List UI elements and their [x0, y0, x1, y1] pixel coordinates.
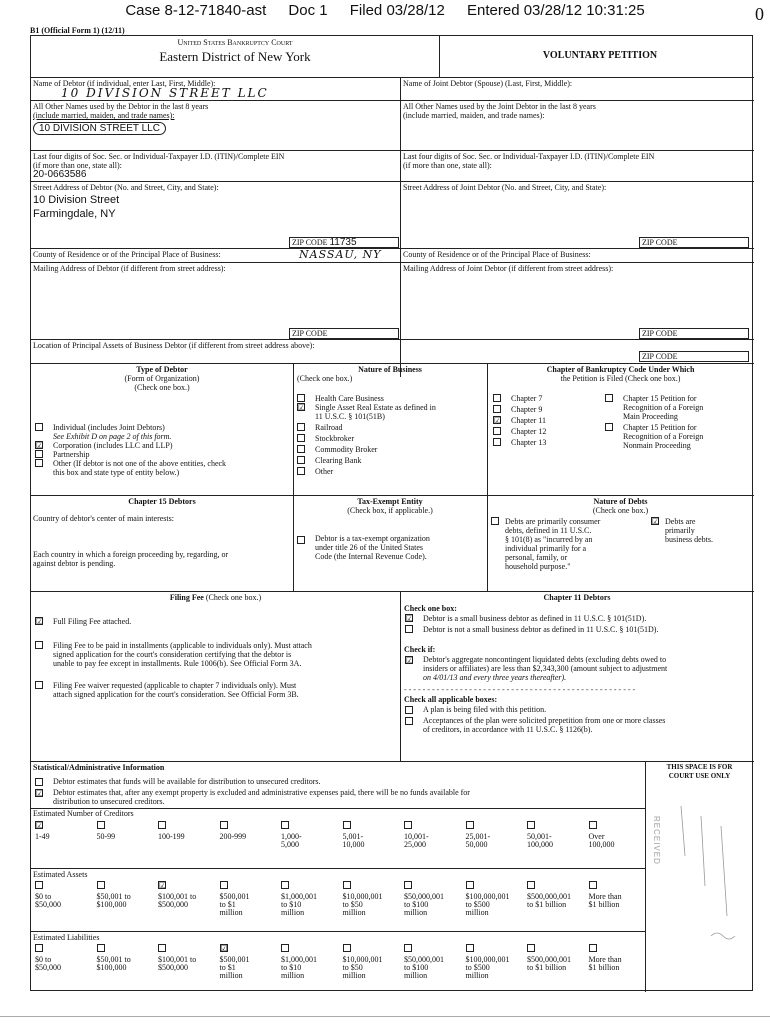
creditors-option: 10,000 — [342, 840, 365, 849]
chapter-option: Chapter 12 — [511, 427, 547, 436]
chapter-option: Chapter 7 — [511, 394, 543, 403]
chapter-option: Chapter 9 — [511, 405, 543, 414]
nature-business-option: Stockbroker — [315, 434, 355, 443]
liabilities-option: million — [404, 971, 428, 980]
assets-option: $0 to — [35, 892, 52, 901]
aggregate-line: Debtor's aggregate noncontingent liquidated debts (excluding debts owed to — [423, 655, 667, 664]
liabilities-option: to $1 billion — [527, 963, 567, 972]
district-name: Eastern District of New York — [159, 49, 311, 64]
liabilities-checkbox[interactable] — [97, 944, 105, 952]
nature-business-option: Health Care Business — [315, 394, 384, 403]
small-business-label: Debtor is a small business debtor as defined in 11 U.S.C. § 101(51D). — [423, 614, 647, 623]
joint-street-label: Street Address of Joint Debtor (No. and Street, City, and State): — [403, 183, 607, 192]
ssn-label2: (if more than one, state all): — [33, 161, 122, 170]
creditors-option: 100,000 — [588, 840, 615, 849]
other-names-value: 10 DIVISION STREET LLC — [33, 122, 166, 135]
liabilities-option: $500,000,001 — [527, 955, 571, 964]
nature-business-option: Commodity Broker — [315, 445, 378, 454]
assets-checkbox[interactable] — [343, 881, 351, 889]
other-names-label2: (include married, maiden, and trade names): — [33, 111, 175, 120]
business-debts-checkbox[interactable] — [651, 517, 659, 525]
creditors-option: Over — [588, 832, 605, 841]
consumer-debts-line: personal, family, or — [505, 553, 568, 562]
tax-exempt-line3: Code (the Internal Revenue Code). — [315, 552, 427, 561]
nature-business-checkbox[interactable] — [297, 423, 305, 431]
assets-option: $500,001 — [219, 892, 250, 901]
creditors-option: 10,001- — [404, 832, 429, 841]
acceptances-line: Acceptances of the plan were solicited prepetition from one or more classes — [423, 716, 666, 725]
zip-box — [289, 237, 399, 248]
chapter15-option: Chapter 15 Petition for — [623, 394, 697, 403]
type-debtor-option: Other (If debtor is not one of the above entities, check — [53, 459, 227, 468]
stat-title: Statistical/Administrative Information — [33, 763, 165, 772]
assets-checkbox[interactable] — [589, 881, 597, 889]
type-debtor-checkbox[interactable] — [35, 459, 43, 467]
installment-fee-checkbox[interactable] — [35, 641, 43, 649]
title-box — [439, 36, 754, 77]
installment-fee-line: signed application for the court's consideration certifying that the debtor is — [53, 650, 292, 659]
tax-exempt-line2: under title 26 of the United States — [315, 543, 423, 552]
ch15-line2: Each country in which a foreign proceeding by, regarding, or — [33, 550, 229, 559]
creditors-checkbox[interactable] — [97, 821, 105, 829]
not-small-business-label: Debtor is not a small business debtor as defined in 11 U.S.C. § 101(51D). — [423, 625, 659, 634]
ssn-label: Last four digits of Soc. Sec. or Individual-Taxpayer I.D. (ITIN)/Complete EIN — [33, 152, 285, 161]
liabilities-title: Estimated Liabilities — [33, 933, 100, 942]
installment-fee-line: unable to pay fee except in installments. Rule 1006(b). See Official Form 3A. — [53, 659, 302, 668]
liabilities-option: million — [281, 971, 305, 980]
liabilities-option: $50,000 — [35, 963, 61, 972]
joint-mailing-zip-box: ZIP CODE — [639, 328, 749, 339]
dashed-separator: - - - - - - - - - - - - - - - - - - - - - - - - - - - - - - - - - - - - - - - - - - - - - - - - - - — [404, 685, 636, 694]
assets-checkbox[interactable] — [527, 881, 535, 889]
type-debtor-option: Partnership — [53, 450, 90, 459]
tax-exempt-checkbox[interactable] — [297, 536, 305, 544]
acceptances-line: of creditors, in accordance with 11 U.S.C. § 1126(b). — [423, 725, 593, 734]
creditors-option: 50,000 — [465, 840, 488, 849]
chapter15-option: Recognition of a Foreign — [623, 403, 704, 412]
creditors-option: 200-999 — [219, 832, 247, 841]
acceptances-checkbox[interactable] — [405, 717, 413, 725]
liabilities-option: to $10 — [281, 963, 302, 972]
creditors-option: 25,000 — [404, 840, 426, 849]
nature-business-sub: (Check one box.) — [297, 374, 353, 383]
liabilities-option: $100,000 — [96, 963, 127, 972]
chapter-checkbox[interactable] — [493, 438, 501, 446]
assets-option: million — [281, 908, 305, 917]
nature-debts-sub: (Check one box.) — [592, 506, 649, 515]
business-debts-line: business debts. — [665, 535, 713, 544]
assets-checkbox[interactable] — [97, 881, 105, 889]
chapter-title2: the Petition is Filed (Check one box.) — [560, 374, 681, 383]
creditors-option: 5,001- — [342, 832, 364, 841]
county-value: NASSAU, NY — [299, 248, 382, 261]
creditors-checkbox[interactable] — [343, 821, 351, 829]
assets-option: $1,000,001 — [281, 892, 317, 901]
type-debtor-option: Individual (includes Joint Debtors) — [53, 423, 165, 432]
entered-date: Entered 03/28/12 10:31:25 — [467, 2, 645, 19]
assets-option: to $10 — [281, 900, 302, 909]
location-zip-box: ZIP CODE — [639, 351, 749, 362]
small-business-checkbox[interactable] — [405, 614, 413, 622]
assets-option: $50,001 to — [96, 892, 131, 901]
aggregate-line: insiders or affiliates) are less than $2,343,300 (amount subject to adjustment — [423, 664, 668, 673]
creditors-option: 100-199 — [158, 832, 185, 841]
liabilities-checkbox[interactable] — [158, 944, 166, 952]
joint-name-label: Name of Joint Debtor (Spouse) (Last, First, Middle): — [403, 79, 573, 88]
assets-option: million — [219, 908, 243, 917]
creditors-checkbox[interactable]: ☑ — [36, 821, 44, 830]
page-mark: 0 — [755, 4, 764, 24]
nature-business-checkbox[interactable]: ☑ — [298, 403, 306, 412]
liabilities-checkbox[interactable]: ☑ — [220, 944, 228, 953]
joint-county-label: County of Residence or of the Principal Place of Business: — [403, 250, 591, 259]
liabilities-option: $500,000 — [158, 963, 188, 972]
aggregate-check: ☑ — [406, 656, 414, 665]
liabilities-option: million — [342, 971, 366, 980]
type-debtor-option: this box and state type of entity below.) — [53, 468, 180, 477]
assets-checkbox[interactable] — [220, 881, 228, 889]
liabilities-checkbox[interactable] — [589, 944, 597, 952]
assets-option: to $100 — [404, 900, 429, 909]
assets-checkbox[interactable] — [35, 881, 43, 889]
tax-exempt-sub: (Check box, if applicable.) — [347, 506, 433, 515]
chapter-checkbox[interactable] — [493, 427, 501, 435]
type-debtor-checkbox[interactable]: ☑ — [36, 441, 44, 450]
no-funds-checkbox[interactable] — [35, 789, 43, 797]
assets-option: $10,000,001 — [342, 892, 383, 901]
nature-business-checkbox[interactable] — [297, 394, 305, 402]
court-use-2: COURT USE ONLY — [668, 772, 731, 780]
business-debts-line: primarily — [665, 526, 695, 535]
liabilities-checkbox[interactable] — [35, 944, 43, 952]
creditors-title: Estimated Number of Creditors — [33, 809, 134, 818]
liabilities-option: $0 to — [35, 955, 52, 964]
assets-checkbox[interactable] — [404, 881, 412, 889]
liabilities-option: million — [465, 971, 489, 980]
liabilities-option: $100,000,001 — [465, 955, 510, 964]
creditors-option: 25,001- — [465, 832, 491, 841]
creditors-option: 50-99 — [96, 832, 116, 841]
aggregate-checkbox[interactable] — [405, 656, 413, 664]
liabilities-checkbox[interactable] — [404, 944, 412, 952]
assets-option: $500,000,001 — [527, 892, 571, 901]
liabilities-option: to $500 — [465, 963, 490, 972]
voluntary-petition-form — [30, 35, 753, 991]
assets-option: to $500 — [465, 900, 490, 909]
street-value-2: Farmingdale, NY — [33, 208, 116, 220]
street-label: Street Address of Debtor (No. and Street, City, and State): — [33, 183, 219, 192]
assets-option: $500,000 — [158, 900, 188, 909]
liabilities-option: $50,000,001 — [404, 955, 444, 964]
ch11-check-if: Check if: — [404, 645, 436, 654]
assets-option: to $1 billion — [527, 900, 567, 909]
liabilities-option: $50,001 to — [96, 955, 131, 964]
type-debtor-checkbox[interactable] — [35, 450, 43, 458]
creditors-checkbox[interactable] — [589, 821, 597, 829]
filed-date: Filed 03/28/12 — [349, 2, 445, 19]
ch15-line1: Country of debtor's center of main interests: — [33, 514, 174, 523]
filing-fee-title: Filing Fee — [169, 593, 204, 602]
debtor-name-value: 10 DIVISION STREET LLC — [61, 86, 269, 100]
court-name: United States Bankruptcy Court — [177, 38, 293, 47]
consumer-debts-line: household purpose." — [505, 562, 571, 571]
case-number: Case 8-12-71840-ast — [125, 2, 267, 19]
filing-fee-sub: (Check one box.) — [205, 593, 262, 602]
zip-label: ZIP CODE — [292, 238, 328, 247]
clerk-stamp-marks — [671, 796, 741, 946]
chapter15-checkbox[interactable] — [605, 394, 613, 402]
nature-business-option: Other — [315, 467, 334, 476]
fee-waiver-line: attach signed application for the court's consideration. See Official Form 3B. — [53, 690, 299, 699]
liabilities-checkbox[interactable] — [527, 944, 535, 952]
liabilities-option: $1,000,001 — [281, 955, 317, 964]
chapter-title: Chapter of Bankruptcy Code Under Which — [546, 365, 695, 374]
business-debts-line: Debts are — [665, 517, 696, 526]
chapter15-option: Chapter 15 Petition for — [623, 423, 697, 432]
consumer-debts-line: § 101(8) as "incurred by an — [505, 535, 593, 544]
assets-option: million — [465, 908, 489, 917]
debtor-name-label: Name of Debtor (if individual, enter Last, First, Middle): — [33, 79, 216, 88]
mailing-zip-box: ZIP CODE — [289, 328, 399, 339]
form-id: B1 (Official Form 1) (12/11) — [30, 26, 125, 35]
fee-waiver-line: Filing Fee waiver requested (applicable to chapter 7 individuals only). Must — [53, 681, 297, 690]
chapter-checkbox[interactable] — [493, 405, 501, 413]
assets-option: million — [342, 908, 366, 917]
ch11-title: Chapter 11 Debtors — [543, 593, 611, 602]
tax-exempt-title: Tax-Exempt Entity — [357, 497, 423, 506]
consumer-debts-line: debts, defined in 11 U.S.C. — [505, 526, 592, 535]
assets-checkbox[interactable] — [281, 881, 289, 889]
chapter15-option: Recognition of a Foreign — [623, 432, 704, 441]
chapter15-option: Nonmain Proceeding — [623, 441, 691, 450]
assets-option: $100,001 to — [158, 892, 197, 901]
ssn-value: 20-0663586 — [33, 169, 87, 180]
no-funds-check: ☑ — [36, 789, 44, 798]
assets-option: $100,000,001 — [465, 892, 510, 901]
joint-zip-box: ZIP CODE — [639, 237, 749, 248]
consumer-debts-line: individual primarily for a — [505, 544, 587, 553]
ch11-check-all: Check all applicable boxes: — [404, 695, 498, 704]
case-header — [0, 0, 770, 22]
business-debts-check: ☑ — [652, 517, 660, 526]
filing-fee-header — [31, 593, 400, 602]
nature-business-option: Clearing Bank — [315, 456, 362, 465]
assets-option: $50,000,001 — [404, 892, 444, 901]
creditors-checkbox[interactable] — [220, 821, 228, 829]
liabilities-option: More than — [588, 955, 622, 964]
nature-business-checkbox[interactable] — [297, 434, 305, 442]
zip-value: 11735 — [329, 237, 357, 248]
liabilities-option: $10,000,001 — [342, 955, 383, 964]
ch15-line3: against debtor is pending. — [33, 559, 116, 568]
street-value-1: 10 Division Street — [33, 194, 120, 206]
small-business-check: ☑ — [406, 614, 414, 623]
chapter15-checkbox[interactable] — [605, 423, 613, 431]
creditors-option: 100,000 — [527, 840, 553, 849]
tax-exempt-line1: Debtor is a tax-exempt organization — [315, 534, 430, 543]
liabilities-checkbox[interactable] — [343, 944, 351, 952]
creditors-option: 1-49 — [35, 832, 50, 841]
no-funds-label: Debtor estimates that, after any exempt property is excluded and administrative expenses paid, there will be no funds available for — [53, 788, 470, 797]
liabilities-checkbox[interactable] — [281, 944, 289, 952]
installment-fee-line: Filing Fee to be paid in installments (applicable to individuals only). Must attach — [53, 641, 312, 650]
nature-debts-title: Nature of Debts — [593, 497, 648, 506]
county-label: County of Residence or of the Principal Place of Business: — [33, 250, 221, 259]
nature-business-checkbox[interactable] — [297, 456, 305, 464]
fee-waiver-checkbox[interactable] — [35, 681, 43, 689]
assets-checkbox[interactable]: ☑ — [159, 881, 167, 890]
liabilities-checkbox[interactable] — [466, 944, 474, 952]
funds-available-checkbox[interactable] — [35, 778, 43, 786]
aggregate-line: on 4/01/13 and every three years thereafter). — [423, 673, 567, 682]
creditors-checkbox[interactable] — [158, 821, 166, 829]
creditors-option: 5,000 — [281, 840, 299, 849]
liabilities-option: to $50 — [342, 963, 363, 972]
assets-option: to $50 — [342, 900, 363, 909]
consumer-debts-line: Debts are primarily consumer — [505, 517, 601, 526]
assets-option: $1 billion — [588, 900, 620, 909]
nature-business-option: 11 U.S.C. § 101(51B) — [315, 412, 385, 421]
type-debtor-option: Corporation (includes LLC and LLP) — [53, 441, 173, 450]
joint-ssn-label2: (if more than one, state all): — [403, 161, 492, 170]
liabilities-option: to $100 — [404, 963, 429, 972]
assets-option: $50,000 — [35, 900, 61, 909]
plan-label: A plan is being filed with this petition. — [423, 705, 547, 714]
type-debtor-checkbox[interactable] — [35, 423, 43, 431]
type-debtor-title: Type of Debtor — [136, 365, 188, 374]
creditors-checkbox[interactable] — [281, 821, 289, 829]
creditors-option: 50,001- — [527, 832, 552, 841]
nature-business-option: Single Asset Real Estate as defined in — [315, 403, 436, 412]
nature-business-option: Railroad — [315, 423, 343, 432]
liabilities-option: $100,001 to — [158, 955, 197, 964]
joint-other-names-label2: (include married, maiden, and trade names): — [403, 111, 545, 120]
creditors-option: 1,000- — [281, 832, 302, 841]
chapter-checkbox[interactable] — [493, 394, 501, 402]
funds-available-label: Debtor estimates that funds will be available for distribution to unsecured creditors. — [53, 777, 321, 786]
scan-edge — [0, 1016, 770, 1017]
doc-number: Doc 1 — [288, 2, 328, 19]
mailing-label: Mailing Address of Debtor (if different from street address): — [33, 264, 226, 273]
assets-option: to $1 — [219, 900, 236, 909]
creditors-checkbox[interactable] — [466, 821, 474, 829]
chapter-option: Chapter 11 — [511, 416, 547, 425]
full-fee-check: ☑ — [36, 617, 44, 626]
nature-business-checkbox[interactable] — [297, 467, 305, 475]
type-debtor-option: See Exhibit D on page 2 of this form. — [53, 432, 172, 441]
not-small-business-checkbox[interactable] — [405, 625, 413, 633]
nature-business-checkbox[interactable] — [297, 445, 305, 453]
petition-title: VOLUNTARY PETITION — [542, 50, 658, 61]
assets-option: million — [404, 908, 428, 917]
ch11-check-one: Check one box: — [404, 604, 457, 613]
full-fee-label: Full Filing Fee attached. — [53, 617, 132, 626]
chapter15-option: Main Proceeding — [623, 412, 678, 421]
type-debtor-sub2: (Check one box.) — [134, 383, 190, 392]
clerk-stamp: RECEIVED — [652, 816, 661, 865]
no-funds-label2: distribution to unsecured creditors. — [53, 797, 165, 806]
joint-mailing-label: Mailing Address of Joint Debtor (if different from street address): — [403, 264, 614, 273]
other-names-label: All Other Names used by the Debtor in the last 8 years — [33, 102, 209, 111]
joint-other-names-label: All Other Names used by the Joint Debtor in the last 8 years — [403, 102, 596, 111]
plan-checkbox[interactable] — [405, 706, 413, 714]
creditors-checkbox[interactable] — [527, 821, 535, 829]
liabilities-option: $500,001 — [219, 955, 250, 964]
assets-option: $100,000 — [96, 900, 127, 909]
chapter-option: Chapter 13 — [511, 438, 547, 447]
joint-ssn-label: Last four digits of Soc. Sec. or Individual-Taxpayer I.D. (ITIN)/Complete EIN — [403, 152, 655, 161]
nature-business-title: Nature of Business — [358, 365, 422, 374]
consumer-debts-checkbox[interactable] — [491, 517, 499, 525]
chapter-checkbox[interactable]: ☑ — [494, 416, 502, 425]
assets-title: Estimated Assets — [33, 870, 88, 879]
liabilities-option: $1 billion — [588, 963, 620, 972]
assets-checkbox[interactable] — [466, 881, 474, 889]
ch15-title: Chapter 15 Debtors — [128, 497, 196, 506]
court-use-1: THIS SPACE IS FOR — [666, 763, 733, 771]
location-label: Location of Principal Assets of Business Debtor (if different from street address above): — [33, 341, 315, 350]
assets-option: More than — [588, 892, 622, 901]
creditors-checkbox[interactable] — [404, 821, 412, 829]
full-fee-checkbox[interactable] — [35, 617, 43, 625]
type-debtor-sub1: (Form of Organization) — [124, 374, 200, 383]
liabilities-option: to $1 — [219, 963, 236, 972]
liabilities-option: million — [219, 971, 243, 980]
